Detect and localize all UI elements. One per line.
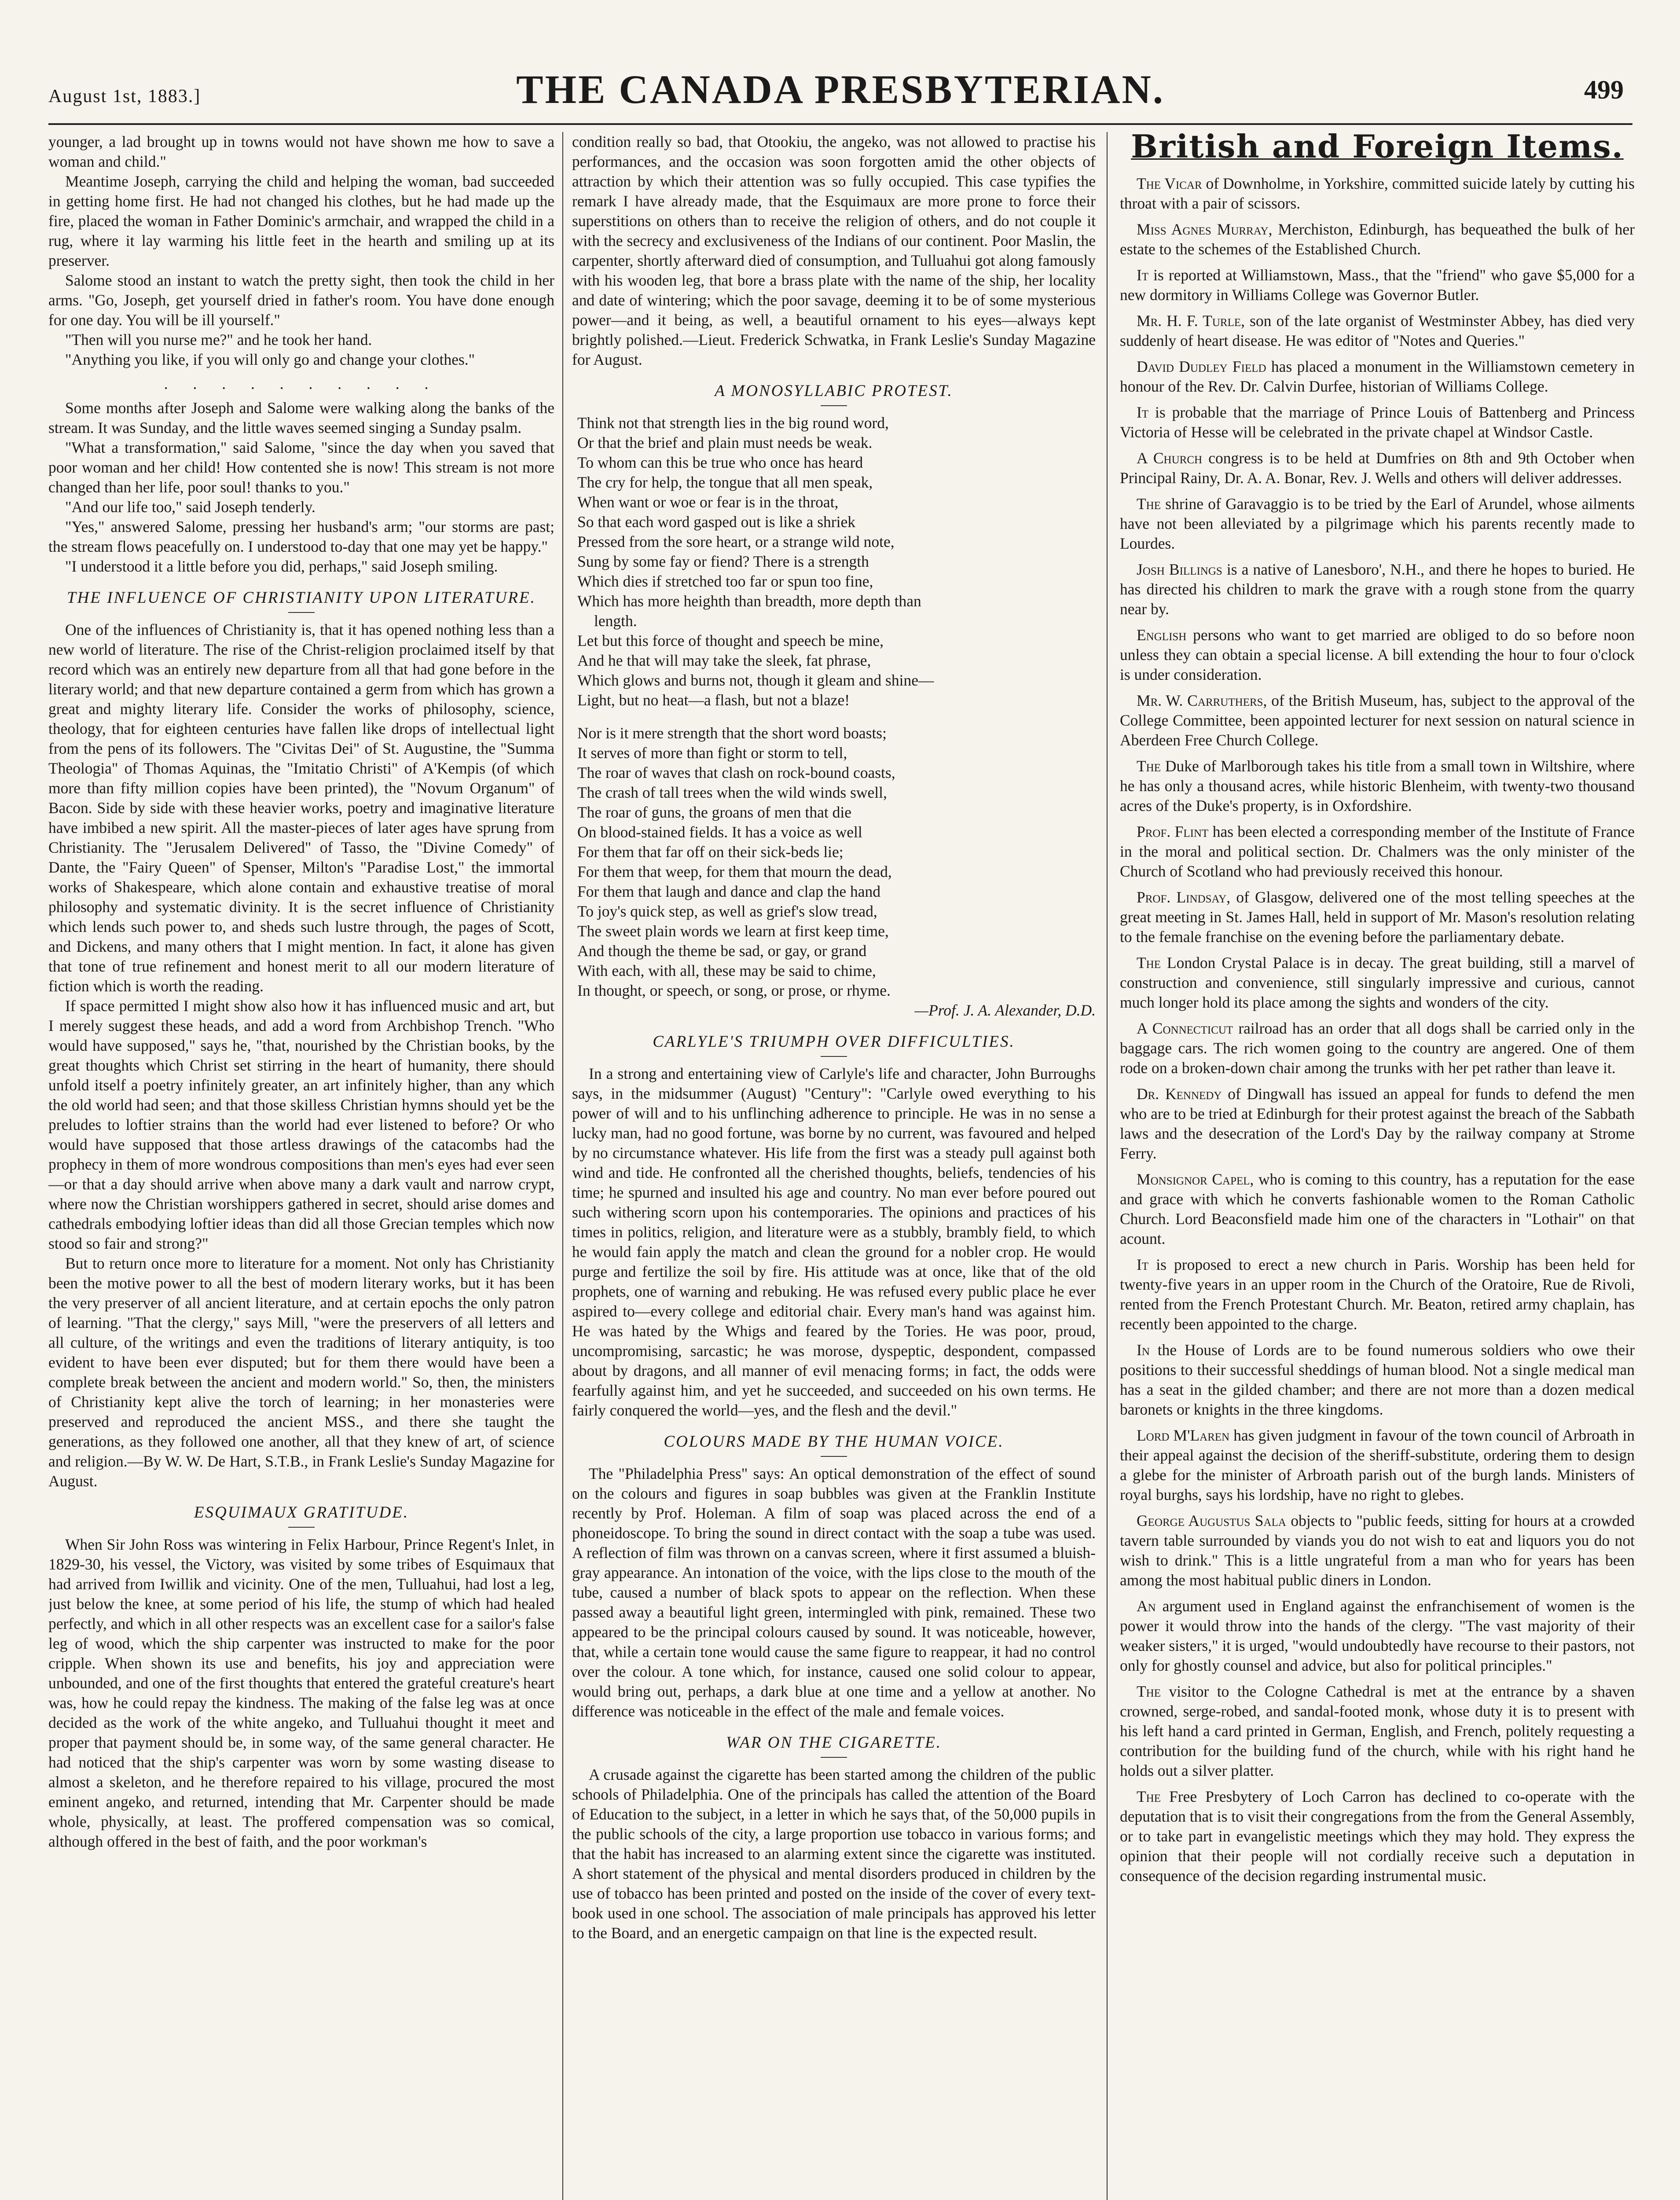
story-paragraph: "Anything you like, if you will only go and change your clothes.": [65, 351, 475, 368]
news-item-lead: The Vicar: [1137, 175, 1202, 192]
article-title-cigarette: WAR ON THE CIGARETTE.: [726, 1734, 942, 1752]
news-item: [1120, 265, 1635, 305]
news-item-lead: Josh Billings: [1137, 561, 1222, 578]
article-paragraph: One of the influences of Christianity is, that it has opened nothing less than a new world of literature. The rise of the Christ-religion proclaimed itself by that record which was an entirely new departure from all that had gone before in the literary world; and that new departure contained a germ from which has grown a great and mighty literary life. Consider the works of philosophy, science, theology, that for eighteen centuries have fallen like drops of intellectual light from the pens of its followers. The "Civitas Dei" of St. Augustine, the "Summa Theologia" of Thomas Aquinas, the "Imitatio Christi" of A'Kempis (of which more than fifty million copies have been printed), the "Novum Organum" of Bacon. Side by side with these heavier works, poetry and imaginative literature have imbibed a new spirit. All the master-pieces of later ages have sprung from Christianity. The "Jerusalem Delivered" of Tasso, the "Divine Comedy" of Dante, the "Fairy Queen" of Spenser, Milton's "Paradise Lost," the immortal works of Shakespeare, which alone contain and exhaustive treatise of moral philosophy and systematic divinity. It is the secret influence of Christianity which lends such power to, and sheds such lustre through, the pages of Scott, and Dickens, and many others that I might mention. In fact, it alone has given that tone of true refinement and honest merit to all our modern literature of fiction which is worth the reading.: [48, 621, 554, 995]
news-item-text: objects to "public feeds, sitting for hours at a crowded tavern table surrounded by viands you do not wish to eat and liquors you do not wish to drink." This is a little ungrateful from a man who for years has been among the most habitual public diners in London.: [1120, 1512, 1635, 1589]
news-items: [1120, 174, 1635, 1886]
news-item-lead: The: [1137, 1788, 1161, 1805]
news-item-text: is reported at Williamstown, Mass., that the "friend" who gave $5,000 for a new dormitory in Williams College was Governor Butler.: [1120, 266, 1635, 304]
poem-line: The crash of tall trees when the wild winds swell,: [577, 784, 887, 801]
news-item-lead: The: [1137, 1683, 1161, 1700]
poem-line: length.: [594, 612, 637, 630]
news-item-text: of Dingwall has issued an appeal for funds to defend the men who are to be tried at Edinburgh for their protest against the breach of the Sabbath laws and the desecration of the Lord's Day by the railway company at Strome Ferry.: [1120, 1085, 1635, 1162]
news-item-text: has placed a monument in the Williamstown cemetery in honour of the Rev. Dr. Calvin Durfee, historian of Williams College.: [1120, 358, 1635, 395]
news-item-lead: Mr. H. F. Turle,: [1137, 312, 1245, 330]
masthead-title: THE CANADA PRESBYTERIAN.: [516, 67, 1165, 112]
news-item-text: railroad has an order that all dogs shall be carried only in the baggage cars. The rich women going to the country are angered. One of them rode on a broken-down chair among the trunks with her pet rather than leave it.: [1120, 1019, 1635, 1077]
news-item-text: congress is to be held at Dumfries on 8th and 9th October when Principal Rainy, Dr. A. A. Bonar, Rev. J. Wells and others will deliver addresses.: [1120, 449, 1635, 487]
column-2: [572, 132, 1096, 2200]
news-item: [1120, 560, 1635, 619]
poem-line: And he that will may take the sleek, fat phrase,: [577, 652, 871, 669]
poem-line: So that each word gasped out is like a shriek: [577, 513, 855, 531]
news-item-text: of Downholme, in Yorkshire, committed suicide lately by cutting his throat with a pair of scissors.: [1120, 175, 1635, 212]
column-rule: [1107, 132, 1108, 2200]
stanza-gap: [572, 710, 1096, 723]
news-item-lead: A Connecticut: [1137, 1019, 1233, 1037]
news-item-text: is proposed to erect a new church in Paris. Worship has been held for twenty-five years in an upper room in the Church of the Oratoire, Rue de Rivoli, rented from the French Protestant Church. Mr. Beaton, retired army chaplain, has recently been appointed to the charge.: [1120, 1256, 1635, 1333]
story-paragraph: Salome stood an instant to watch the pretty sight, then took the child in her arms. "Go, Joseph, get yourself dried in father's room. You have done enough for one day. You will be ill yourself.": [48, 271, 554, 329]
poem-line: To joy's quick step, as well as grief's slow tread,: [577, 902, 877, 920]
poem-line: The sweet plain words we learn at first keep time,: [577, 922, 889, 940]
title-dash: [821, 1056, 847, 1057]
story-paragraph: "Then will you nurse me?" and he took her hand.: [65, 331, 372, 348]
news-item-lead: David Dudley Field: [1137, 358, 1266, 375]
news-item-text: the House of Lords are to be found numerous soldiers who owe their positions to their successful sheddings of human blood. Not a single medical man has a seat in the gilded chamber; and there are not more than a dozen medical baronets or knights in the three kingdoms.: [1120, 1341, 1635, 1418]
news-item-lead: It: [1137, 266, 1149, 284]
section-title-british-foreign: British and Foreign Items.: [1131, 132, 1624, 165]
poem-line: Which glows and burns not, though it gleam and shine—: [577, 671, 934, 689]
news-item-lead: Prof. Lindsay,: [1137, 888, 1231, 906]
news-item-text: Free Presbytery of Loch Carron has declined to co-operate with the deputation that is to visit their congregations from the from the General Assembly, or to take part in evangelistic meetings which they may hold. They express the opinion that their people will not cordially receive such a deputation in consequence of the decision regarding instrumental music.: [1120, 1788, 1635, 1885]
poem-line: Let but this force of thought and speech be mine,: [577, 632, 884, 649]
news-item-lead: Miss Agnes Murray,: [1137, 220, 1273, 238]
section-dots: . . . . . . . . . .: [164, 375, 439, 392]
news-item-text: son of the late organist of Westminster Abbey, has died very suddenly of heart disease. He was editor of "Notes and Queries.": [1120, 312, 1635, 349]
story-paragraph: "Yes," answered Salome, pressing her husband's arm; "our storms are past; the stream flows peacefully on. I understood to-day that one may yet be happy.": [48, 518, 554, 555]
news-item: [1120, 1019, 1635, 1078]
page-number: 499: [1584, 75, 1624, 104]
column-1: [48, 132, 554, 2200]
poem-line: For them that weep, for them that mourn the dead,: [577, 863, 892, 880]
poem-signature: —Prof. J. A. Alexander, D.D.: [914, 1001, 1096, 1019]
news-item: [1120, 1340, 1635, 1419]
poem-line: It serves of more than fight or storm to tell,: [577, 744, 847, 762]
article-title-monosyllabic: A MONOSYLLABIC PROTEST.: [715, 382, 953, 400]
news-item: [1120, 1426, 1635, 1505]
poem-line: Which has more heighth than breadth, more depth than: [577, 592, 921, 610]
column-rule: [562, 132, 563, 2200]
news-item-lead: The: [1137, 954, 1161, 972]
story-paragraph: "I understood it a little before you did, perhaps," said Joseph smiling.: [65, 557, 498, 575]
news-item: [1120, 1596, 1635, 1676]
news-item-lead: An: [1137, 1597, 1156, 1615]
news-item: [1120, 822, 1635, 881]
news-item-lead: English: [1137, 626, 1187, 644]
news-item-lead: A Church: [1137, 449, 1203, 467]
news-item-text: who is coming to this country, has a reputation for the ease and grace with which he converts fashionable women to the Roman Catholic Church. Lord Beaconsfield made him one of the characters in "Lothair" on that acount.: [1120, 1170, 1635, 1247]
news-item-text: Duke of Marlborough takes his title from a small town in Wiltshire, where he has only a thousand acres, while historic Blenheim, with twenty-two thousand acres of the Duke's property, is in Oxfordshire.: [1120, 757, 1635, 814]
news-item: [1120, 1511, 1635, 1590]
poem-line: Pressed from the sore heart, or a strange wild note,: [577, 533, 895, 550]
news-item: [1120, 691, 1635, 750]
news-item-lead: Mr. W. Carruthers,: [1137, 692, 1267, 709]
article-title-colours: COLOURS MADE BY THE HUMAN VOICE.: [664, 1433, 1004, 1451]
news-item: [1120, 625, 1635, 685]
news-item: [1120, 887, 1635, 947]
news-item-lead: The: [1137, 757, 1161, 775]
poem-line: Sung by some fay or fiend? There is a strength: [577, 553, 869, 570]
title-dash: [821, 1757, 847, 1758]
news-item: [1120, 1787, 1635, 1886]
article-paragraph: A crusade against the cigarette has been started among the children of the public schools of Philadelphia. One of the principals has called the attention of the Board of Education to the subject, in a letter in which he says that, of the 50,000 pupils in the public schools of the city, a large proportion use tobacco in various forms; and that the habit has increased to an alarming extent since the cigarette was instituted. A short statement of the physical and mental disorders produced in children by the use of tobacco has been printed and posted on the inside of the cover of every text-book used in one school. The association of male principals has approved his letter to the Board, and an energetic campaign on that line is the expected result.: [572, 1766, 1096, 1942]
news-item: [1120, 1084, 1635, 1163]
news-item-lead: The: [1137, 495, 1161, 513]
poem-line: Which dies if stretched too far or spun too fine,: [577, 572, 873, 590]
news-item: [1120, 448, 1635, 488]
news-item-text: of Glasgow, delivered one of the most telling speeches at the great meeting in St. James Hall, held in support of Mr. Mason's resolution relating to the female franchise on the evening before the parliamentary debate.: [1120, 888, 1635, 946]
article-paragraph: When Sir John Ross was wintering in Felix Harbour, Prince Regent's Inlet, in 1829-30, his vessel, the Victory, was visited by some tribes of Esquimaux that had arrived from Iwillik and vicinity. One of the men, Tulluahui, had lost a leg, just below the knee, at some period of his life, the stump of which had healed perfectly, and which in all other respects was an excellent case for a sailor's false leg of wood, which the ship carpenter was instructed to make for the poor cripple. When shown its use and benefits, his joy and appreciation were unbounded, and one of the first thoughts that entered the grateful creature's heart was, how he could repay the kindness. The making of the false leg was at once decided as the work of the white angeko, and Tulluahui thought it meet and proper that payment should be, in some way, of the same general character. He had noticed that the ship's carpenter was worn by some wasting disease to almost a skeleton, and he therefore repaired to his village, procured the most eminent angeko, and returned, intending that Mr. Carpenter should be made whole, physically, at least. The proffered compensation was so comical, although offered in the best of faith, and the poor workman's: [48, 1536, 554, 1850]
poem-line: Think not that strength lies in the big round word,: [577, 414, 889, 432]
news-item-text: has given judgment in favour of the town council of Arbroath in their appeal against the decision of the sheriff-substitute, ordering them to design a glebe for the minister of Arbroath parish out of the burgh lands. Ministers of royal burghs, says his lordship, have no right to glebes.: [1120, 1426, 1635, 1503]
news-item-lead: In: [1137, 1341, 1150, 1359]
news-item: [1120, 220, 1635, 259]
story-paragraph: "And our life too," said Joseph tenderly.: [65, 498, 315, 516]
news-item-text: is probable that the marriage of Prince Louis of Battenberg and Princess Victoria of Hesse will be celebrated in the private chapel at Windsor Castle.: [1120, 403, 1635, 441]
news-item-lead: George Augustus Sala: [1137, 1512, 1286, 1529]
article-paragraph: If space permitted I might show also how it has influenced music and art, but I merely suggest these heads, and add a word from Archbishop Trench. "Who would have supposed," says he, "that, nourished by the Christian books, by the great thoughts which Christ set stirring in the heart of humanity, there should unfold itself a poetry infinitely greater, an art infinitely higher, than any which the old world had seen; and that those skilless Christian hymns should yet be the preludes to loftier strains than the world had ever listened to before? Or who would have supposed that those artless drawings of the catacombs had the prophecy in them of more wondrous compositions than men's eyes had ever seen—or that a day should arrive when above many a dark vault and narrow crypt, where now the Christian worshippers gathered in secret, should arise domes and cathedrals embodying loftier ideas than did all those Grecian temples which now stood so fair and strong?": [48, 997, 554, 1252]
news-item: [1120, 953, 1635, 1012]
news-item: [1120, 311, 1635, 351]
story-paragraph: Some months after Joseph and Salome were walking along the banks of the stream. It was Sunday, and the little waves seemed singing a Sunday psalm.: [48, 399, 554, 436]
news-item: [1120, 403, 1635, 442]
title-dash: [821, 1456, 847, 1457]
article-paragraph: The "Philadelphia Press" says: An optical demonstration of the effect of sound on the colours and figures in soap bubbles was given at the Franklin Institute recently by Prof. Holeman. A film of soap was placed across the end of a phoneidoscope. To bring the sound in direct contact with the soap a tube was used. A reflection of film was thrown on a canvas screen, where it first assumed a bluish-gray appearance. An intonation of the voice, with the lips close to the mouth of the tube, caused a number of black spots to appear on the reflection. When these passed away a beautiful light green, intermingled with pink, remained. These two appeared to be the principal colours caused by sound. It was noticeable, however, that, while a certain tone would cause the same figure to reappear, it had no control over the colour. A tone which, for instance, caused one solid colour to appear, would bring out, perhaps, a dark blue at one time and a yellow at another. No difference was noticeable in the effect of the male and female voices.: [572, 1465, 1096, 1720]
poem-line: Or that the brief and plain must needs be weak.: [577, 434, 873, 451]
story-paragraph: younger, a lad brought up in towns would not have shown me how to save a woman and child.": [48, 133, 554, 170]
article-paragraph: condition really so bad, that Otookiu, the angeko, was not allowed to practise his performances, and the occasion was soon forgotten amid the other objects of attraction by which their attention was so fully occupied. This case typifies the remark I have already made, that the Esquimaux are more prone to force their superstitions on others than to receive the religion of others, and do not couple it with the secrecy and exclusiveness of the Indians of our continent. Poor Maslin, the carpenter, shortly afterward died of consumption, and Tulluahui got along famously with his wooden leg, that bore a brass plate with the name of the ship, her locality and date of wintering; which the poor savage, deeming it to be of some mysterious power—and it being, as well, a beautiful ornament to his eyes—always kept brightly polished.—Lieut. Frederick Schwatka, in Frank Leslie's Sunday Magazine for August.: [572, 133, 1096, 368]
news-item: [1120, 494, 1635, 554]
title-dash: [288, 612, 315, 613]
poem: [572, 413, 1096, 1001]
news-item-text: has been elected a corresponding member of the Institute of France in the moral and political section. Dr. Chalmers was the only minister of the Church of Scotland who had previously received this honour.: [1120, 823, 1635, 880]
news-item-lead: Monsignor Capel,: [1137, 1170, 1254, 1188]
poem-line: The roar of guns, the groans of men that die: [577, 803, 852, 821]
poem-line: In thought, or speech, or song, or prose, or rhyme.: [577, 982, 891, 999]
poem-line: For them that far off on their sick-beds lie;: [577, 843, 844, 861]
poem-line: And though the theme be sad, or gay, or grand: [577, 942, 867, 960]
poem-line: When want or woe or fear is in the throat,: [577, 493, 839, 511]
poem-line: Nor is it mere strength that the short word boasts;: [577, 724, 887, 742]
news-item-text: persons who want to get married are obliged to do so before noon unless they can obtain a special license. A bill extending the hour to four o'clock is under consideration.: [1120, 626, 1635, 683]
news-item-text: is a native of Lanesboro', N.H., and there he hopes to buried. He has directed his children to mark the grave with a rough stone from the quarry near by.: [1120, 561, 1635, 618]
story-paragraph: "What a transformation," said Salome, "since the day when you saved that poor woman and her child! How contented she is now! This stream is not more changed than her life, poor soul! thanks to you.": [48, 439, 554, 496]
poem-line: The cry for help, the tongue that all men speak,: [577, 473, 873, 491]
title-dash: [821, 405, 847, 406]
news-item-lead: Prof. Flint: [1137, 823, 1209, 840]
news-item-text: of the British Museum, has, subject to the approval of the College Committee, been appointed lecturer for next session on natural science in Aberdeen Free Church College.: [1120, 692, 1635, 749]
news-item-text: argument used in England against the enfranchisement of women is the power it would throw into the hands of the clergy. "The vast majority of their weaker sisters," it is urged, "would undoubtedly have recourse to their pastors, not only for ghostly counsel and advice, but also for political principles.": [1120, 1597, 1635, 1674]
news-item: [1120, 1255, 1635, 1334]
news-item-text: London Crystal Palace is in decay. The great building, still a marvel of construction and convenience, still singularly impressive and curious, cannot much longer hold its place among the sights and wonders of the city.: [1120, 954, 1635, 1011]
poem-line: To whom can this be true who once has heard: [577, 454, 863, 471]
story-paragraph: Meantime Joseph, carrying the child and helping the woman, bad succeeded in getting home first. He had not changed his clothes, but he had made up the fire, placed the woman in Father Dominic's armchair, and wrapped the child in a rug, where it lay warming his little feet in the hearth and smiling up at its preserver.: [48, 172, 554, 269]
article-paragraph: In a strong and entertaining view of Carlyle's life and character, John Burroughs says, in the midsummer (August) "Century": "Carlyle owed everything to his power of will and to his unflinching adherence to principle. He was in no sense a lucky man, had no good fortune, was borne by no current, was favoured and helped by no circumstance whatever. His life from the first was a steady pull against both wind and tide. He confronted all the cherished thoughts, beliefs, tendencies of his time; he spurned and insulted his age and country. No man ever before poured out such withering scorn upon his contemporaries. The opinions and practices of his times in politics, religion, and literature were as a stubbly, brambly field, to which he would fain apply the match and clean the ground for a nobler crop. He would purge and fertilize the soil by fire. His attitude was at once, like that of the old prophets, one of warning and rebuking. He was refused every public place he ever aspired to—every college and editorial chair. Every man's hand was against him. He was hated by the Whigs and feared by the Tories. He was poor, proud, uncompromising, sarcastic; he was morose, dyspeptic, despondent, compassed about by dragons, and all manner of evil menacing forms; in fact, the odds were fearfully against him, and yet he succeeded, and succeeded on his own terms. He fairly conquered the world—yes, and the flesh and the devil.": [572, 1065, 1096, 1419]
title-dash: [288, 1527, 315, 1528]
issue-date: August 1st, 1883.]: [48, 86, 201, 106]
news-item-text: shrine of Garavaggio is to be tried by the Earl of Arundel, whose ailments have not been alleviated by a pilgrimage which his parents recently made to Lourdes.: [1120, 495, 1635, 552]
news-item: [1120, 1170, 1635, 1249]
news-item-lead: It: [1137, 1256, 1149, 1273]
news-item-text: Merchiston, Edinburgh, has bequeathed the bulk of her estate to the schemes of the Established Church.: [1120, 220, 1635, 258]
news-item: [1120, 357, 1635, 396]
news-item: [1120, 1682, 1635, 1781]
poem-line: The roar of waves that clash on rock-bound coasts,: [577, 764, 895, 781]
article-title-influence: THE INFLUENCE OF CHRISTIANITY UPON LITERATURE.: [67, 589, 536, 607]
article-paragraph: But to return once more to literature for a moment. Not only has Christianity been the motive power to all the best of modern literary works, but it has been the very preserver of all ancient literature, and at certain epochs the only patron of learning. "That the clergy," says Mill, "were the preservers of all letters and all culture, of the writings and even the traditions of literary antiquity, is too evident to have been ever disputed; but for them there would have been a complete break between the ancient and modern world." So, then, the ministers of Christianity kept alive the torch of learning; in her monasteries were preserved and reproduced the ancient MSS., and there she taught the generations, as they followed one another, all that they knew of art, of science and religion.—By W. W. De Hart, S.T.B., in Frank Leslie's Sunday Magazine for August.: [48, 1254, 554, 1490]
news-item: [1120, 756, 1635, 816]
news-item-lead: It: [1137, 403, 1149, 421]
poem-line: On blood-stained fields. It has a voice as well: [577, 823, 862, 841]
poem-line: With each, with all, these may be said to chime,: [577, 962, 876, 979]
poem-line: For them that laugh and dance and clap the hand: [577, 883, 881, 900]
news-item-text: visitor to the Cologne Cathedral is met at the entrance by a shaven crowned, serge-robed, and sandal-footed monk, whose duty it is to present with his left hand a card printed in German, English, and French, politely requesting a contribution for the building fund of the church, while with his right hand he holds out a silver platter.: [1120, 1683, 1635, 1779]
article-title-carlyle: CARLYLE'S TRIUMPH OVER DIFFICULTIES.: [653, 1033, 1015, 1051]
page-header: [48, 57, 1632, 125]
article-title-esquimaux: ESQUIMAUX GRATITUDE.: [194, 1503, 409, 1522]
news-item-lead: Dr. Kennedy: [1137, 1085, 1222, 1103]
news-item-lead: Lord M'Laren: [1137, 1426, 1230, 1444]
news-item: [1120, 174, 1635, 213]
poem-line: Light, but no heat—a flash, but not a blaze!: [577, 691, 850, 709]
column-3: [1120, 132, 1635, 2200]
